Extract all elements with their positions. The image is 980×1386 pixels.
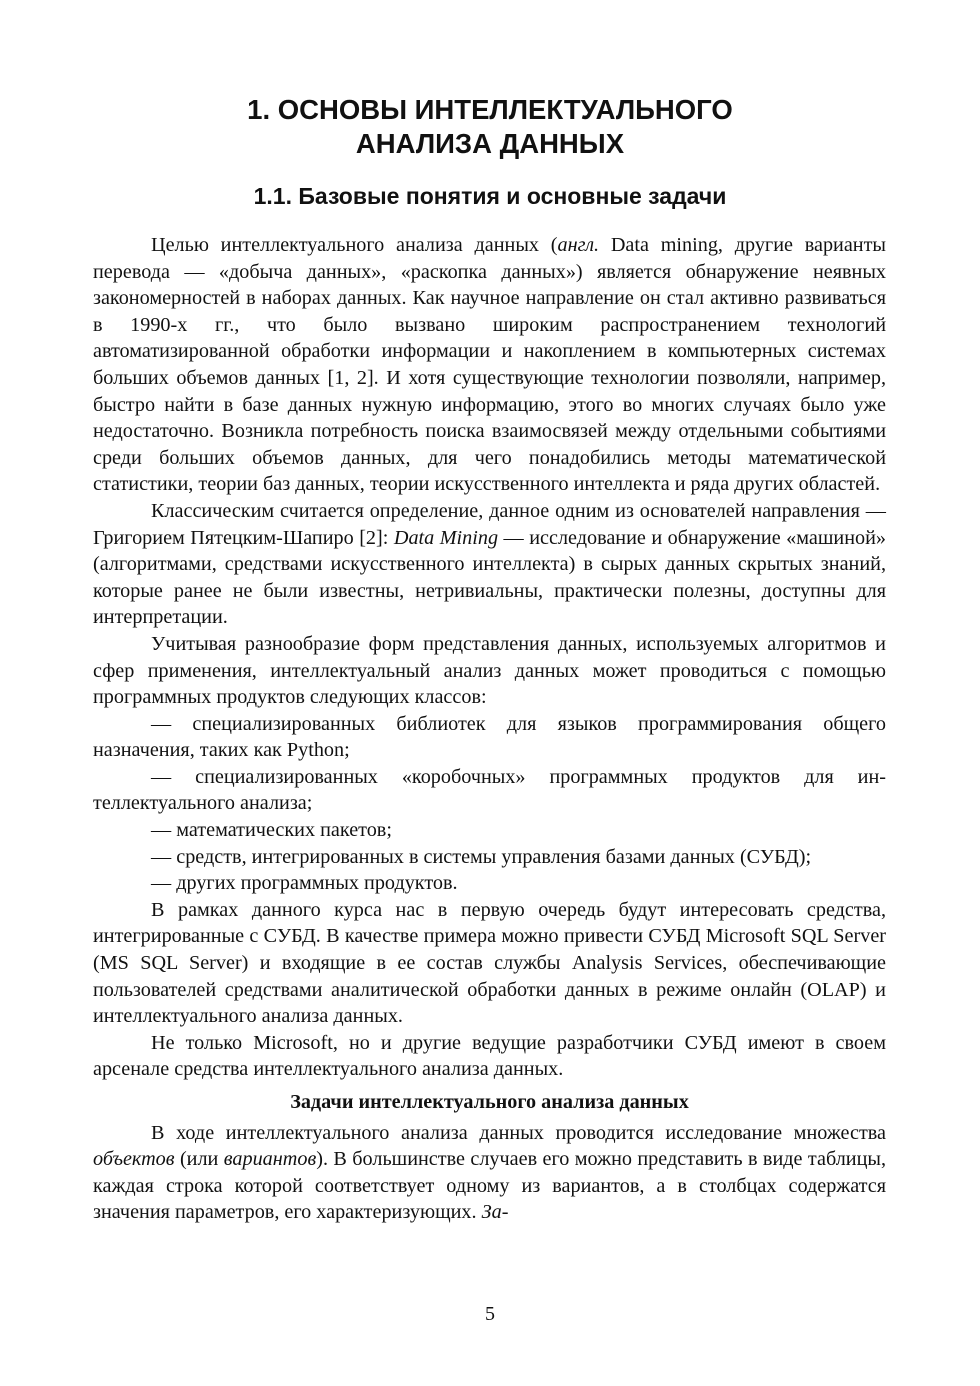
paragraph-6-italic-objects: объектов <box>93 1148 175 1171</box>
paragraph-2-text-a: Классическим считается определение, данное одним из основателей направления — Григорием Пятецким-Шапиро [2]: <box>93 499 886 549</box>
list-item: — математических пакетов; <box>151 819 392 842</box>
section-title: 1.1. Базовые понятия и основные задачи <box>253 183 727 209</box>
paragraph-2-italic: Data Mining <box>393 526 499 549</box>
paragraph-6 <box>93 1120 886 1226</box>
list-item: — специализированных «коробочных» программных продуктов для интеллектуального анализа; <box>93 765 886 815</box>
list-item: — других программных продуктов. <box>151 872 458 895</box>
list-item: — средств, интегрированных в системы управления базами данных (СУБД); <box>151 845 812 868</box>
paragraph-6-text-e: ). В большинстве случаев его можно представить в виде таблицы, каждая строка которой соответствует одному из вариантов, а в столбцах содержатся значения параметров, его характеризующих. <box>93 1148 886 1224</box>
paragraph-6-text-a: В ходе интеллектуального анализа данных проводится исследование множества <box>151 1121 886 1144</box>
paragraph-2-text-c: — исследование и обнаружение «машиной» (алгоритмами, средствами искусственного интеллекта) в сырых данных скрытых знаний, которые ранее не были известны, нетривиальны, практически полезны, доступны для интерпретации. <box>93 526 886 629</box>
chapter-title <box>0 93 980 161</box>
paragraph-6-text-c: (или <box>174 1148 224 1171</box>
chapter-title-line-1: 1. ОСНОВЫ ИНТЕЛЛЕКТУАЛЬНОГО <box>247 94 733 125</box>
paragraph-6-italic-variants: вариантов <box>223 1148 317 1171</box>
paragraph-4: В рамках данного курса нас в первую очередь будут интересовать средства, интегрированные с СУБД. В качестве примера можно привести СУБД Microsoft SQL Server (MS SQL Server) и входящие в ее состав службы Analysis Services, обеспечивающие пользователей средствами аналитической обработки данных в режиме онлайн (OLAP) и интеллектуального анализа данных. <box>93 898 886 1028</box>
page-number: 5 <box>485 1303 495 1325</box>
paragraph-3: Учитывая разнообразие форм представления данных, используемых алгоритмов и сфер применения, интеллектуальный анализ данных может проводиться с помощью программных продуктов следующих классов: <box>93 632 886 709</box>
paragraph-1-text-c: Data mining, другие варианты перевода — «добыча данных», «раскопка данных») является обнаружение неявных закономерностей в наборах данных. Как научное направление он стал активно развиваться в 1990-х гг., что было вызвано широким распространением технологий автоматизированной обработки информации и накоплением в компьютерных системах больших объемов данных [1, 2]. И хотя существующие технологии позволяли, например, быстро найти в базе данных нужную информацию, этого во многих случаях было уже недостаточно. Возникла потребность поиска взаимосвязей между отдельными событиями среди больших объемов данных, для чего понадобились методы математической статистики, теории баз данных, теории искусственного интеллекта и ряда других областей. <box>93 234 886 496</box>
paragraph-1 <box>93 232 886 498</box>
paragraph-6-italic-end: За- <box>481 1201 509 1224</box>
chapter-title-line-2: АНАЛИЗА ДАННЫХ <box>355 128 625 159</box>
paragraph-5: Не только Microsoft, но и другие ведущие разработчики СУБД имеют в своем арсенале средства интеллектуального анализа данных. <box>93 1031 886 1081</box>
body-text <box>93 232 886 1226</box>
paragraph-1-text-a: Целью интеллектуального анализа данных ( <box>151 234 558 256</box>
subheading: Задачи интеллектуального анализа данных <box>290 1091 689 1113</box>
list-item: — специализированных библиотек для языков программирования общего назначения, таких как Python; <box>93 712 886 762</box>
paragraph-2 <box>93 498 886 631</box>
paragraph-1-italic: англ. <box>557 234 600 256</box>
